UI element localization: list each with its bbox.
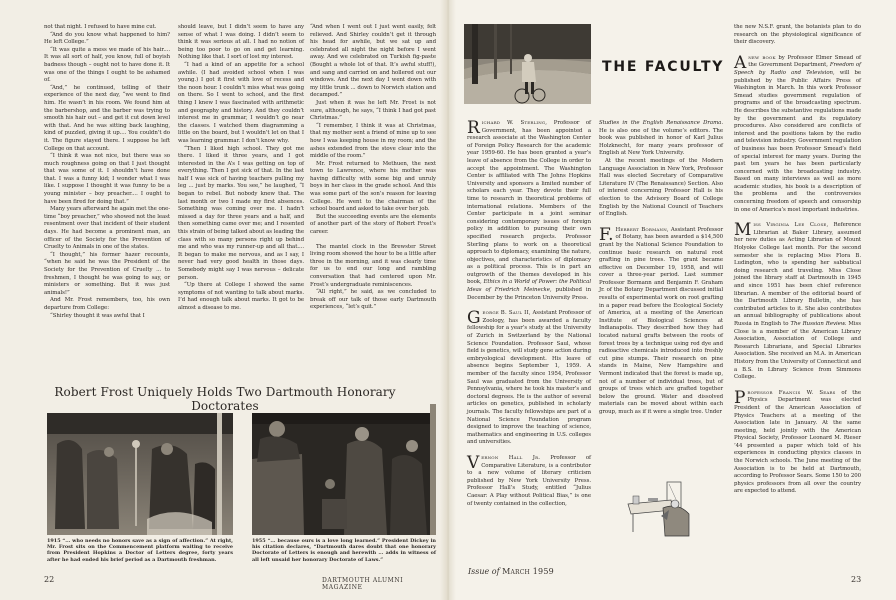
- article-column-1: [44, 24, 170, 320]
- item-text: by Professor Elmer Smead of the Government Department,: [748, 54, 862, 69]
- drop-cap: M: [734, 220, 752, 241]
- paragraph: should leave, but I didn’t seem to have any sense of what I was doing. I didn’t seem to think it was serious at all. I had no notion of being too poor to go on and get learning. Nothing like that. I sort of lost my interest.: [178, 24, 304, 61]
- issue-date: [468, 567, 554, 576]
- item-text: of the Physics Department was elected President of the American Association of Physics Teachers at a meeting of the Association late in January. At the same meeting, held jointly with the American Physical Society, Professor Leonard M. Rieser ’44 presented a paper which told of his experiences in conducting physics classes in the Norwich schools. The June meeting of the Association is to be held at Dartmouth, according to Professor Sears. Some 150 to 200 physics professors from all over the country are expected to attend.: [734, 389, 861, 495]
- item-lead: eorge B. Saul II,: [482, 310, 531, 317]
- section-title: THE FACULTY: [602, 59, 725, 75]
- paragraph: But the succeeding events are the elements of another part of the story of Robert Frost’s career.: [310, 213, 436, 236]
- paragraph: “I had a kind of an appetite for a school awhile. (I had avoided school when I was young.) I got it first with love of recess and the noon hour. I couldn’t miss what was going on there. So I went to school, and the first thing I knew I was fascinated with arithmetic and geography and history. And they couldn’t interest me in grammar, I wouldn’t go near the classes. I watched them diagramming a little on the board, but I wouldn’t let on that I was learning grammar. I don’t know why.: [178, 61, 304, 144]
- left-page: [0, 0, 440, 600]
- right-page: [456, 0, 896, 600]
- item-text: Assistant Professor of Zoology, has been awarded a faculty fellowship for a year’s study at the University of Zurich in Switzerland by the National Science Foundation. Professor Saul, whose field is genetics, will study gene action during embryological development. His leave of absence begins September 1, 1959. A member of the faculty since 1954, Professor Saul was graduated from the University of Pennsylvania, where he took his master’s and doctoral degrees. He is the author of several articles on genetics, published in scholarly journals. The faculty fellowships are part of a National Science Foundation program designed to improve the teaching of science, mathematics and engineering in U.S. colleges and universities.: [467, 310, 591, 446]
- item-italic: Freedom of Speech by Radio and Television,: [734, 62, 861, 76]
- item-tail: will be published by the Public Affairs Press of Washington in March. In this work Professor Smead studies government regulation of programs and of the broadcasting spectrum. He describes the substantive regulations made by the government and its regulatory procedures. Also considered are conflicts of interest and the positions taken by the radio and television industry. Government regulation of business has been Professor Smead’s field of special interest for many years. During the past ten years he has been particularly concerned with the broadcasting industry. Based on many interviews as well as more academic studies, his book is a description of the problems and the controversies concerning freedom of speech and censorship in one of America’s most important industries.: [734, 69, 861, 213]
- faculty-column-2: [599, 120, 723, 417]
- page-number: 23: [851, 575, 862, 584]
- photo-1915-commencement: [47, 404, 233, 535]
- photo-caption-1955: 1955 “... because ours is a love long learned.” President Dickey in his citation declares, “Dartmouth dares doubt that one honorary Doctorate of Letters is enough and herewith ... adds in witness of all left unsaid her honorary Doctorate of Laws.”: [252, 538, 436, 563]
- faculty-column-1: [467, 120, 591, 508]
- paragraph: “Shirley thought it was awful that I: [50, 312, 145, 319]
- item-text: Professor of Comparative Literature, is a contributor to a new volume of literary criticism published by New York University Press. Professor Hall’s Study, entitled “Julius Caesar: A Play without Political Bias,” is one of twenty contained in the collection,: [467, 454, 591, 507]
- paragraph: [599, 120, 723, 158]
- photo-cyclist: [464, 24, 591, 104]
- faculty-column-3: [734, 24, 861, 496]
- item-lead: ichard W. Sterling,: [481, 120, 548, 126]
- illustration-reader-at-desk: [623, 480, 698, 540]
- faculty-item: [467, 120, 591, 302]
- paragraph: “And when I went out I just went easily, felt relieved. And Shirley couldn’t get it through his head for awhile, but we sat up and celebrated all night the night before I went away. And we celebrated on Turkish fig-paste (Bought a whole lot of that. It’s awful stuff!), and sang and carried on and hollered out our windows. And the next day I went down with my little trunk ... down to Norwich station and decamped.”: [310, 24, 436, 99]
- faculty-item: [734, 52, 862, 214]
- item-italic: The Russian Review.: [790, 320, 847, 327]
- item-tail: published in December by the Princeton University Press.: [467, 287, 591, 301]
- paragraph: Many years afterward he again met the one-time “boy preacher,” who showed not the least resentment over that incident of their student days. He had become a prominent man, an officer of the Society for the Prevention of Cruelty to Animals in one of the states.: [44, 206, 170, 251]
- drop-cap: F.: [599, 224, 614, 245]
- item-italic: Ethics in a World of Power: the Political Ideas of Friedrich Meinecke,: [467, 279, 591, 294]
- item-lead: rofessor Francis W. Sears: [747, 389, 836, 396]
- paragraph: “I remember, I think it was at Christmas, that my mother sent a friend of mine up to see how I was keeping house in my room; and the ashes extended from the stove clear into the middle of the room.”: [310, 122, 436, 160]
- photo-1955-citation: [252, 404, 436, 535]
- item-lead: ernon Hall Jr.: [481, 454, 541, 461]
- book-title: Studies in the English Renaissance Drama.: [599, 120, 723, 126]
- item-tail: Miss Close is a member of the American Library Association, Association of College and Research Librarians, and Special Libraries Association. She received an M.A. in American History from the University of Connecticut and a B.S. in Library Science from Simmons College.: [734, 320, 861, 381]
- paragraph: “All right,” he said, as we concluded to break off our talk of those early Dartmouth experiences, “let’s quit.”: [310, 289, 436, 311]
- paragraph: the new N.S.F. grant, the botanists plan to do research on the physiological significance of their discovery.: [734, 24, 861, 46]
- faculty-item: [599, 224, 723, 417]
- article-column-2: [178, 24, 304, 313]
- item-lead: iss Virginia Lee Close,: [753, 222, 829, 229]
- paragraph: Mr. Frost returned to Methuen, the next town to Lawrence, where his mother was having difficulty with some big and unruly boys in her class in the grade school. And this was some part of the son’s reason for leaving College. He went to the chairman of the school board and asked to take over her job.: [310, 160, 436, 213]
- paragraph: “I thought,” his former hazer recounts, “when he said he was the President of the Society for the Prevention of Cruelty ... to freshmen, I thought he was going to say, or ministers or something. But it was just animals!”: [44, 251, 170, 296]
- page-number: 22: [44, 575, 55, 584]
- drop-cap: V: [467, 452, 480, 473]
- drop-cap: A: [734, 52, 747, 73]
- page-gutter: [440, 0, 456, 600]
- photo-caption-1915: 1915 “... who needs no honors save as a sign of affection.” At right, Mr. Frost sits on the Commencement platform waiting to receive from President Hopkins a Doctor of Letters degree, forty years after he had ended his brief period as a Dartmouth freshman.: [47, 538, 233, 563]
- magazine-title: DARTMOUTH ALUMNI MAGAZINE: [322, 577, 404, 591]
- item-lead: new book: [748, 54, 776, 61]
- article-column-3: [310, 24, 436, 312]
- paragraph: “Up there at College I showed the same symptoms of not wanting to talk about marks. I’d had enough talk about marks. It got to be almost a disease to me.: [178, 282, 304, 311]
- paragraph: And Mr. Frost remembers, too, his own departure from College:: [44, 297, 170, 311]
- paragraph: At the recent meetings of the Modern Language Association in New York, Professor Hall was elected Secretary of Comparative Literature IV (The Renaissance) Section. Also of interest concerning Professor Hall is his election to the Advisory Board of College English by the National Council of Teachers of English.: [599, 157, 723, 218]
- paragraph: The mantel clock in the Brewster Street living room showed the hour to be a little after three in the morning, and it was clearly time for us to end our long and rambling conversation that had centered upon Mr. Frost’s undergraduate reminiscences.: [310, 243, 436, 288]
- faculty-item: [734, 222, 861, 381]
- drop-cap: G: [467, 308, 481, 329]
- paragraph-text: He is also one of the volume’s editors. The book was published in honor of Karl Julius Holzknecht, for many years professor of English at New York University.: [599, 127, 723, 157]
- issue-prefix: Issue of: [468, 567, 500, 576]
- faculty-item: [467, 310, 591, 447]
- paragraph: “And,” he continued, telling of their experience of the next day, “we went to find him. He wasn’t in his room. We found him at the barbershop, and the barber was trying to smooth his hair out – and get it cut down level with that. And he was sitting back laughing, kind of puzzled, giving it up.... You couldn’t do it. The figure stayed there. I suppose he left College on that account.: [44, 84, 170, 152]
- faculty-item: [734, 387, 861, 496]
- drop-cap: R: [467, 118, 480, 138]
- paragraph: “Then I liked high school. They got me there. I liked it three years, and I got interested in the A’s I was getting on top of everything. Then I got sick of that. In the last half I was sick of having teachers pulling my leg ... just by marks. You see,” he laughed, “I began to rebel. But nobody knew that. The last month or two I made my first absences. Something was coming over me. I hadn’t missed a day for three years and a half, and then something came over me; and I resented this strain of being talked about as leading the class with so many persons right up behind me and who was my runner-up and all that.... It began to make me nervous, and as I say, I never had very good health in those days. Somebody might say I was nervous – delicate person.: [178, 145, 304, 281]
- faculty-item: [467, 452, 591, 508]
- photo-headline: Robert Frost Uniquely Holds Two Dartmouth Honorary Doctorates: [20, 385, 430, 413]
- item-text: Assistant Professor of Botany, has been awarded a $14,500 grant by the National Science Foundation to continue basic research on natural root grafting in pine trees. The grant became effective on December 19, 1958, and will cover a three-year period. Last summer Professor Bormann and Benjamin F. Graham Jr. of the Botany Department discussed initial results of experimental work on root grafting in a paper read before the Ecological Society of America, at a meeting of the American Institute of Biological Sciences at Indianapolis. They described how they had located natural grafts between the roots of forest trees by a technique using red dye and radioactive chemicals introduced into freshly cut pine stumps. Their research on pine stands in Maine, New Hampshire and Vermont indicated that the forest is made up, not of a number of individual trees, but of groups of trees which are grafted together below the ground. Water and dissolved materials can be moved about within each group, much as if it were a single tree. Under: [599, 226, 723, 415]
- item-lead: Herbert Bormann,: [615, 226, 669, 233]
- item-text: Professor of Government, has been appointed a research associate at the Washington Center of Foreign Policy Research for the academic year 1959-60. He has been granted a year’s leave of absence from the College in order to accept the appointment. The Washington Center is affiliated with The Johns Hopkins University and sponsors a limited number of scholars each year. They devote their full time to research in theoretical problems of international relations. Members of the Center participate in a joint seminar considering contemporary issues of foreign policy in addition to pursuing their own specified research projects. Professor Sterling plans to work on a theoretical approach to diplomacy, examining the nature, objectives, and characteristics of diplomacy as a political process. This is in part an outgrowth of the themes developed in his book,: [467, 120, 591, 286]
- paragraph: not that night. I refused to have mine cut.: [44, 24, 157, 30]
- paragraph: Just when it was he left Mr. Frost is not sure, although, he says, “I think I had got past Christmas.”: [310, 99, 436, 122]
- paragraph: “I think it was not nice, but there was so much roughness going on that I just thought that was some of it. I shouldn’t have done that. I was a funny kid; I wonder what I was like. I suppose I thought it was funny to be a young minister – boy preacher.... I ought to have been fired for doing that.”: [44, 153, 170, 205]
- issue-month-year: March 1959: [502, 567, 554, 576]
- paragraph: “It was quite a mess we made of his hair.... It was all sort of half, you know, full of boyish badness though – ought not to have done it. It was one of the things I ought to be ashamed of.: [44, 46, 170, 84]
- item-text: Reference Librarian at Baker Library, assumed her new duties as Acting Librarian of Mount Holyoke College last month. For the second semester she is replacing Miss Flora B. Ludington, who is spending her sabbatical doing research and traveling. Miss Close joined the library staff at Dartmouth in 1945 and since 1951 has been chief reference librarian. A member of the editorial board of the Dartmouth Library Bulletin, she has contributed articles to it. She also contributes an annual bibliography of publications about Russia in English to: [734, 222, 861, 327]
- drop-cap: P: [734, 387, 746, 408]
- paragraph: “And do you know what happened to him? He left College.”: [44, 31, 170, 46]
